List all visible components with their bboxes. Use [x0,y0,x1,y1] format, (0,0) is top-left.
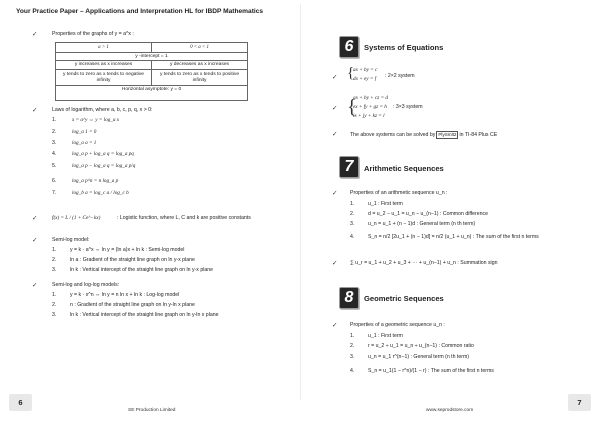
list-number: 3. [52,267,57,273]
section-title: Arithmetic Sequences [364,164,444,173]
checkmark-icon: ✓ [32,107,38,114]
list-number: 3. [350,221,355,227]
semilog-heading: Semi-log model: [52,237,90,243]
geometric-item: u_1 : First term [368,333,403,339]
geometric-item: r = u_2 ÷ u_1 = u_n ÷ u_(n−1) : Common ratio [368,343,474,349]
semilog-item: y = k · a^x ⇔ ln y = (ln a)x + ln k : Semi-log model [70,247,185,253]
checkmark-icon: ✓ [332,190,338,197]
list-number: 1. [52,247,57,253]
arithmetic-item: u_n = u_1 + (n − 1)d : General term (n th term) [368,221,476,227]
table-row [56,52,247,60]
checkmark-icon: ✓ [332,74,338,81]
section-title: Geometric Sequences [364,294,444,303]
list-number: 3. [350,354,355,360]
checkmark-icon: ✓ [332,322,338,329]
checkmark-icon: ✓ [32,31,38,38]
solver-note-pre: The above systems can be solved by [350,132,436,138]
log-laws-heading: Laws of logarithm, where a, b, c, p, q, x > 0: [52,107,153,113]
list-number: 2. [52,257,57,263]
equation-line: ex + fy + gz = h [353,104,387,110]
geometric-item: S_n = u_1(1 − r^n)/(1 − r) : The sum of the first n terms [368,368,494,374]
list-number: 1. [52,292,57,298]
system-label: : 2×2 system [385,73,415,79]
table-cell: y -intercept = 1 [135,53,168,59]
checkmark-icon: ✓ [32,237,38,244]
geometric-heading: Properties of a geometric sequence u_n : [350,322,445,328]
list-number: 7. [52,190,57,196]
section-number: 6 [344,38,354,55]
list-number: 3. [52,140,57,146]
list-number: 3. [52,312,57,318]
arithmetic-item: d = u_2 − u_1 = u_n − u_(n−1) : Common difference [368,211,489,217]
log-law-formula: x = a^y ⇔ y = log_a x [72,117,120,123]
checkmark-icon: ✓ [32,282,38,289]
list-number: 2. [350,343,355,349]
section-number-box [339,36,359,58]
logistic-description: : Logistic function, where L, C and k are positive constants [117,215,251,221]
page-number-right: 7 [568,394,591,411]
list-number: 4. [350,234,355,240]
equation-line: ax + by + cz = d [353,95,388,101]
loglog-item: ln k : Vertical intercept of the straight line graph on ln y-ln x plane [70,312,219,318]
checkmark-icon: ✓ [332,105,338,112]
solver-note-post: in TI-84 Plus CE [459,132,498,138]
checkmark-icon: ✓ [32,215,38,222]
list-number: 2. [52,302,57,308]
graph-properties-heading: Properties of the graphs of y = a^x : [52,31,134,37]
list-number: 5. [52,163,57,169]
table-row [56,60,247,69]
equation-line: ax + by = c [353,67,378,73]
list-number: 1. [52,117,57,123]
list-number: 1. [350,201,355,207]
left-brace: { [347,65,355,81]
loglog-item: y = k · x^n ⇔ ln y = n ln x + ln k : Log-log model [70,292,180,298]
section-number: 7 [344,158,354,175]
table-cell: y increases as x increases [74,62,133,68]
page-number-left: 6 [9,394,32,411]
arithmetic-item: u_1 : First term [368,201,403,207]
page-divider [300,4,301,400]
website-url: www.seprodstore.com [426,408,474,413]
semilog-item: ln k : Vertical intercept of the straight line graph on ln y-x plane [70,267,214,273]
arithmetic-item: S_n = n/2 [2u_1 + (n − 1)d] = n/2 (u_1 + u_n) : The sum of the first n terms [368,234,539,240]
table-row [56,43,247,52]
table-cell: y tends to zero as x tends to positive infinity [151,70,247,85]
document-title: Your Practice Paper – Applications and Interpretation HL for IBDP Mathematics [16,8,264,15]
table-row [56,85,247,93]
log-law-formula: log_b a = log_c a / log_c b [72,190,129,196]
geometric-item: u_n = u_1 r^(n−1) : General term (n th term) [368,354,470,360]
system-label: : 3×3 system [393,104,423,110]
section-title: Systems of Equations [364,43,444,52]
calculator-key: PlySmlt2 [438,132,457,137]
table-cell: y tends to zero as x tends to negative infinity [62,71,144,83]
summation-line: ∑ u_r = u_1 + u_2 + u_3 + ⋯ + u_(n−1) + u_n : Summation sign [350,260,498,266]
checkmark-icon: ✓ [332,260,338,267]
list-number: 2. [350,211,355,217]
table-cell: a > 1 [98,44,109,50]
log-law-formula: log_a 1 = 0 [72,129,97,135]
table-cell: 0 < a < 1 [151,43,247,52]
table-cell: Horizontal asymptote: y = 0 [121,86,182,92]
loglog-item: n : Gradient of the straight line graph on ln y-ln x plane [70,302,195,308]
list-number: 2. [52,129,57,135]
solver-note [350,131,497,139]
left-brace: { [347,96,357,118]
checkmark-icon: ✓ [332,131,338,138]
table-row [56,69,247,85]
loglog-heading: Semi-log and log-log models: [52,282,120,288]
graph-properties-table [55,42,248,101]
list-number: 6. [52,178,57,184]
publisher-name: SE Production Limited [128,408,176,413]
log-law-formula: log_a a = 1 [72,140,97,146]
semilog-item: ln a : Gradient of the straight line graph on ln y-x plane [70,257,195,263]
equation-line: ix + jy + kz = l [353,113,385,119]
list-number: 4. [52,151,57,157]
section-number-box [339,287,359,309]
list-number: 4. [350,368,355,374]
table-cell: y decreases as x increases [151,61,247,69]
log-law-formula: log_a p^n = n log_a p [72,178,119,184]
list-number: 1. [350,333,355,339]
arithmetic-heading: Properties of an arithmetic sequence u_n : [350,190,448,196]
log-law-formula: log_a p + log_a q = log_a pq [72,151,134,157]
section-number-box [339,156,359,178]
log-law-formula: log_a p − log_a q = log_a p/q [72,163,136,169]
equation-line: dx + ey = f [353,76,377,82]
section-number: 8 [344,289,354,306]
logistic-formula: f(x) = L / (1 + Ce^−kx) [52,215,101,221]
